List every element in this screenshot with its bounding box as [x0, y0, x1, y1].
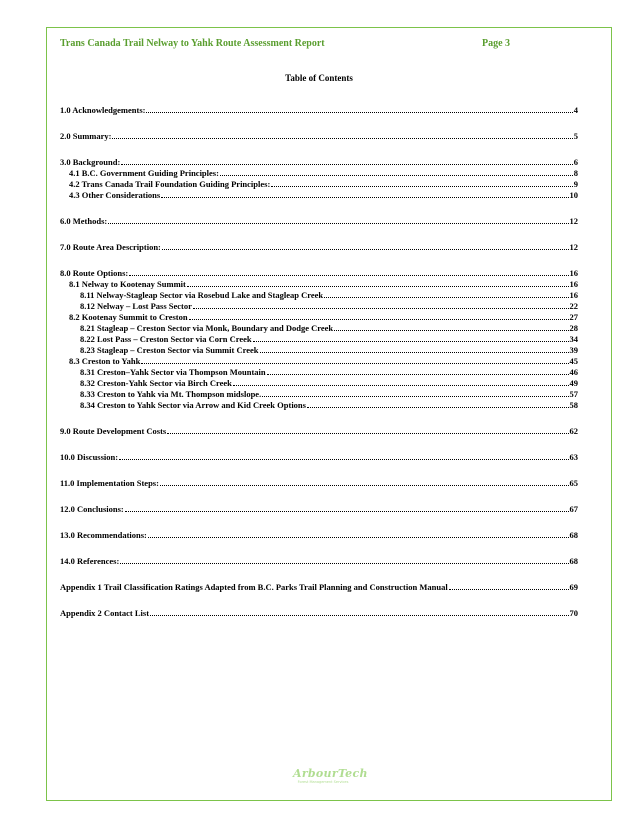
- toc-dot-leader: [307, 399, 569, 408]
- toc-dot-leader: [146, 104, 572, 113]
- toc-entry[interactable]: [60, 167, 578, 178]
- toc-entry[interactable]: [60, 366, 578, 377]
- toc-entry[interactable]: [60, 189, 578, 200]
- toc-entry[interactable]: [60, 388, 578, 399]
- toc-entry-label: 8.1 Nelway to Kootenay Summit: [69, 279, 186, 289]
- toc-entry-page: 69: [569, 582, 578, 592]
- toc-dot-leader: [161, 189, 568, 198]
- toc-entry-label: 11.0 Implementation Steps:: [60, 478, 159, 488]
- toc-entry-label: 13.0 Recommendations:: [60, 530, 147, 540]
- toc-dot-leader: [449, 581, 569, 590]
- toc-dot-leader: [119, 451, 568, 460]
- toc-entry-page: 65: [569, 478, 578, 488]
- toc-entry[interactable]: [60, 333, 578, 344]
- toc-entry-label: 8.23 Stagleap – Creston Sector via Summit Creek: [80, 345, 259, 355]
- toc-entry-label: 12.0 Conclusions:: [60, 504, 124, 514]
- toc-dot-leader: [220, 167, 573, 176]
- toc-entry-label: Appendix 2 Contact List: [60, 608, 150, 618]
- toc-entry-page: 12: [569, 216, 578, 226]
- toc-entry[interactable]: [60, 477, 578, 488]
- toc-entry-page: 5: [573, 131, 578, 141]
- toc-entry-label: 7.0 Route Area Description:: [60, 242, 161, 252]
- toc-entry-label: 4.2 Trans Canada Trail Foundation Guiding Principles:: [69, 179, 271, 189]
- toc-entry-page: 27: [569, 312, 578, 322]
- toc-entry-page: 22: [569, 301, 578, 311]
- toc-entry[interactable]: [60, 425, 578, 436]
- toc-entry[interactable]: [60, 555, 578, 566]
- toc-entry[interactable]: [60, 267, 578, 278]
- toc-dot-leader: [253, 333, 569, 342]
- toc-dot-leader: [108, 215, 568, 224]
- toc-entry-label: Appendix 1 Trail Classification Ratings Adapted from B.C. Parks Trail Planning and Construction Manual: [60, 582, 448, 592]
- toc-entry-label: 8.32 Creston-Yahk Sector via Birch Creek: [80, 378, 232, 388]
- toc-entry[interactable]: [60, 529, 578, 540]
- toc-entry-page: 67: [569, 504, 578, 514]
- toc-entry-page: 68: [569, 530, 578, 540]
- toc-entry-page: 46: [569, 367, 578, 377]
- toc-entry-label: 2.0 Summary:: [60, 131, 112, 141]
- toc-entry-page: 70: [569, 608, 578, 618]
- toc-entry-label: 4.1 B.C. Government Guiding Principles:: [69, 168, 219, 178]
- toc-entry-label: 8.31 Creston–Yahk Sector via Thompson Mountain: [80, 367, 266, 377]
- toc-entry[interactable]: [60, 399, 578, 410]
- header-page-number: Page 3: [482, 38, 511, 49]
- toc-entry-page: 57: [569, 389, 578, 399]
- toc-dot-leader: [262, 388, 568, 397]
- toc-entry[interactable]: [60, 322, 578, 333]
- toc-entry[interactable]: [60, 311, 578, 322]
- toc-entry[interactable]: [60, 178, 578, 189]
- toc-entry-page: 58: [569, 400, 578, 410]
- toc-entry-label: 9.0 Route Development Costs: [60, 426, 167, 436]
- toc-entry-label: 8.2 Kootenay Summit to Creston: [69, 312, 188, 322]
- toc-dot-leader: [260, 344, 569, 353]
- toc-entry-label: 10.0 Discussion:: [60, 452, 119, 462]
- toc-entry-page: 16: [569, 290, 578, 300]
- toc-entry[interactable]: [60, 289, 578, 300]
- toc-entry-label: 8.34 Creston to Yahk Sector via Arrow and Kid Creek Options: [80, 400, 306, 410]
- toc-entry[interactable]: [60, 278, 578, 289]
- toc-dot-leader: [271, 178, 572, 187]
- toc-dot-leader: [125, 503, 569, 512]
- toc-entry-label: 8.21 Stagleap – Creston Sector via Monk, Boundary and Dodge Creek: [80, 323, 334, 333]
- toc-entry-page: 4: [573, 105, 578, 115]
- toc-dot-leader: [189, 311, 569, 320]
- toc-entry-page: 68: [569, 556, 578, 566]
- header-title: Trans Canada Trail Nelway to Yahk Route Assessment Report: [60, 38, 325, 49]
- toc-dot-leader: [324, 289, 568, 298]
- toc-entry[interactable]: [60, 215, 578, 226]
- toc-entry[interactable]: [60, 377, 578, 388]
- toc-entry-label: 6.0 Methods:: [60, 216, 108, 226]
- toc-entry-page: 6: [573, 157, 578, 167]
- toc-dot-leader: [334, 322, 568, 331]
- toc-entry-page: 9: [573, 179, 578, 189]
- logo-tagline: Forest Management Services: [297, 780, 349, 784]
- toc-entry-label: 8.33 Creston to Yahk via Mt. Thompson midslope.: [80, 389, 262, 399]
- toc-entry-page: 62: [569, 426, 578, 436]
- toc-dot-leader: [193, 300, 569, 309]
- toc-entry-label: 3.0 Background:: [60, 157, 121, 167]
- toc-dot-leader: [112, 130, 572, 139]
- toc-entry-page: 49: [569, 378, 578, 388]
- toc-dot-leader: [187, 278, 569, 287]
- toc-dot-leader: [141, 355, 568, 364]
- toc-dot-leader: [162, 241, 569, 250]
- arbourtech-logo: [293, 767, 368, 784]
- toc-dot-leader: [233, 377, 569, 386]
- toc-entry[interactable]: [60, 130, 578, 141]
- logo-name: ArbourTech: [293, 767, 368, 780]
- toc-entry[interactable]: [60, 355, 578, 366]
- toc-entry-label: 1.0 Acknowledgements:: [60, 105, 146, 115]
- toc-entry-page: 34: [569, 334, 578, 344]
- toc-entry-page: 8: [573, 168, 578, 178]
- toc-dot-leader: [150, 607, 568, 616]
- toc-entry-label: 8.3 Creston to Yahk: [69, 356, 141, 366]
- toc-entry-label: 14.0 References:: [60, 556, 120, 566]
- toc-entry[interactable]: [60, 344, 578, 355]
- toc-entry-label: 8.0 Route Options:: [60, 268, 129, 278]
- page-border: [46, 27, 612, 801]
- toc-dot-leader: [148, 529, 569, 538]
- toc-dot-leader: [160, 477, 569, 486]
- toc-entry-page: 45: [569, 356, 578, 366]
- toc-entry-page: 10: [569, 190, 578, 200]
- toc-entry-label: 8.22 Lost Pass – Creston Sector via Corn Creek: [80, 334, 252, 344]
- toc-entry[interactable]: [60, 241, 578, 252]
- toc-entry-page: 16: [569, 279, 578, 289]
- toc-entry[interactable]: [60, 451, 578, 462]
- toc-dot-leader: [120, 555, 568, 564]
- toc-entry-label: 8.11 Nelway-Stagleap Sector via Rosebud Lake and Stagleap Creek: [80, 290, 324, 300]
- toc-entry-page: 16: [569, 268, 578, 278]
- toc-entry-page: 39: [569, 345, 578, 355]
- toc-entry[interactable]: [60, 607, 578, 618]
- toc-entry-label: 4.3 Other Considerations: [69, 190, 161, 200]
- toc-dot-leader: [167, 425, 568, 434]
- toc-dot-leader: [121, 156, 572, 165]
- toc-entry-page: 63: [569, 452, 578, 462]
- toc-entry[interactable]: [60, 581, 578, 592]
- toc-dot-leader: [129, 267, 568, 276]
- toc-entry[interactable]: [60, 104, 578, 115]
- toc-entry-label: 8.12 Nelway – Lost Pass Sector: [80, 301, 192, 311]
- toc-title: Table of Contents: [285, 73, 353, 83]
- toc-entry[interactable]: [60, 156, 578, 167]
- toc-entry[interactable]: [60, 300, 578, 311]
- toc-entry-page: 12: [569, 242, 578, 252]
- toc-entry-page: 28: [569, 323, 578, 333]
- toc-dot-leader: [267, 366, 569, 375]
- toc-entry[interactable]: [60, 503, 578, 514]
